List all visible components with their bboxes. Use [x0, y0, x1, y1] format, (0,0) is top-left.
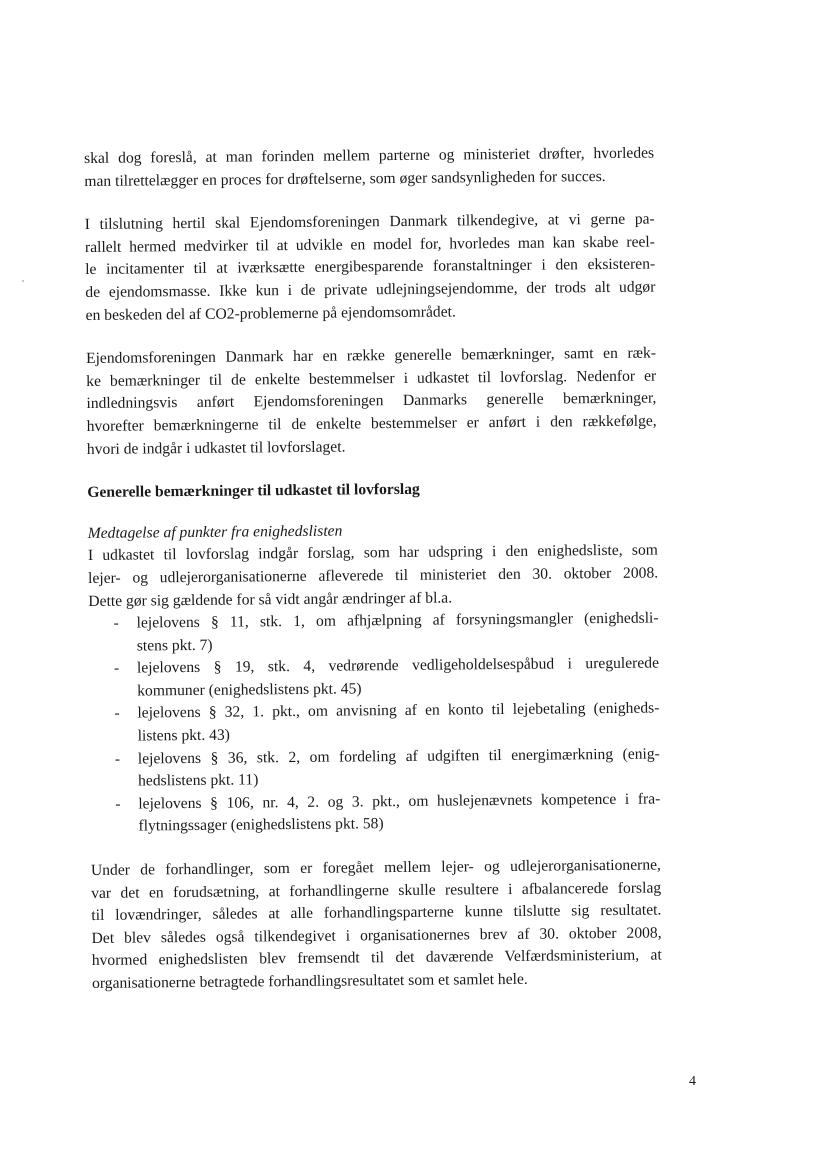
list-item — [90, 788, 660, 839]
text-line: en beskeden del af CO2-problemerne på ejendomsområdet. — [85, 303, 456, 324]
text-line: til lovændringer, således at alle forhandlingsparterne kunne tilslutte sig resultatet. — [91, 901, 662, 925]
section-heading: Generelle bemærkninger til udkastet til lovforslag — [87, 480, 420, 502]
bullet-dash: - — [114, 705, 120, 723]
text-line: hedslistens pkt. 11) — [137, 771, 259, 790]
text-line: I udkastet til lovforslag indgår forslag, som har udspring i den enighedsliste, som — [87, 541, 658, 565]
text-line: Dette gør sig gældende for så vidt angår ændringer af bl.a. — [88, 588, 453, 610]
list-item — [89, 698, 659, 749]
text-line: Under de forhandlinger, som er foregået mellem lejer- og udlejerorganisationerne, — [90, 856, 661, 879]
bullet-list — [88, 608, 660, 839]
text-line: ke bemærkninger til de enkelte bestemmelser i udkastet til lovforslag. Nedenfor er — [86, 367, 657, 390]
list-item — [89, 653, 659, 704]
text-line: kommuner (enighedslistens pkt. 45) — [137, 680, 362, 700]
text-line: lejelovens § 106, nr. 4, 2. og 3. pkt., om huslejenævnets kompetence i fra- — [138, 790, 661, 813]
text-line: organisationerne betragtede forhandlingsresultatet som et samlet hele. — [91, 970, 528, 992]
paragraph-energy-model — [85, 209, 656, 327]
bullet-dash: - — [114, 750, 121, 768]
bullet-dash: - — [113, 659, 120, 678]
page-number: 4 — [689, 1074, 696, 1089]
subheading: Medtagelse af punkter fra enighedslisten — [87, 522, 343, 542]
text-line: lejer- og udlejerorganisationerne afleverede til ministeriet den 30. oktober 2008. — [88, 564, 659, 587]
text-line: flytningssager (enighedslistens pkt. 58) — [138, 815, 384, 835]
text-line: de ejendomsmasse. Ikke kun i de private udlejningsejendomme, der trods alt udgør — [85, 278, 656, 301]
text-line: rallelt hermed medvirker til at udvikle en model for, hvorledes man kan skabe reel- — [84, 233, 656, 256]
text-line: hvorefter bemærkningerne til de enkelte bestemmelser er anført i den rækkefølge, — [86, 412, 657, 435]
text-line: hvormed enighedslisten blev fremsendt til det daværende Velfærdsministerium, at — [91, 946, 662, 970]
text-line: hvori de indgår i udkastet til lovforslaget. — [86, 438, 346, 458]
text-line: stens pkt. 7) — [136, 636, 213, 655]
bullet-dash: - — [115, 795, 121, 813]
bullet-dash: - — [113, 614, 119, 632]
scan-speck — [22, 280, 24, 282]
text-line: skal dog foreslå, at man forinden mellem parterne og ministeriet drøfter, hvorledes — [84, 144, 655, 167]
text-line: man tilrettelægger en proces for drøftelserne, som øger sandsynligheden for succes. — [84, 167, 606, 190]
list-item — [90, 743, 660, 794]
text-line: lejelovens § 11, stk. 1, om afhjælpning af forsyningsmangler (enighedsli- — [136, 609, 659, 632]
paragraph-negotiations — [91, 855, 662, 996]
text-line: I tilslutning hertil skal Ejendomsforeningen Danmark tilkendegive, at vi gerne pa- — [84, 210, 655, 234]
text-line: var det en forudsætning, at forhandlingerne skulle resultere i afbalancerede forslag — [91, 879, 662, 902]
text-line: Det blev således også tilkendegivet i organisationernes brev af 30. oktober 2008, — [91, 924, 662, 947]
text-line: lejelovens § 19, stk. 4, vedrørende vedligeholdelsespåbud i uregulerede — [136, 654, 660, 677]
paragraph-intro-continuation — [84, 143, 654, 194]
text-line: listens pkt. 43) — [137, 726, 230, 745]
page-body — [84, 143, 662, 996]
list-item — [88, 608, 658, 659]
text-line: Ejendomsforeningen Danmark har en række generelle bemærkninger, samt en ræk- — [85, 344, 657, 368]
paragraph-general-remarks — [86, 343, 657, 461]
paragraph-enighedsliste — [88, 540, 659, 613]
text-line: le incitamenter til at iværksætte energibesparende foranstaltninger i den eksisteren- — [85, 255, 656, 279]
text-line: indledningsvis anført Ejendomsforeningen Danmarks generelle bemærkninger, — [86, 389, 657, 413]
text-line: lejelovens § 32, 1. pkt., om anvisning af en konto til lejebetaling (enigheds- — [137, 699, 660, 722]
text-line: lejelovens § 36, stk. 2, om fordeling af udgiften til energimærkning (enig- — [137, 745, 660, 768]
